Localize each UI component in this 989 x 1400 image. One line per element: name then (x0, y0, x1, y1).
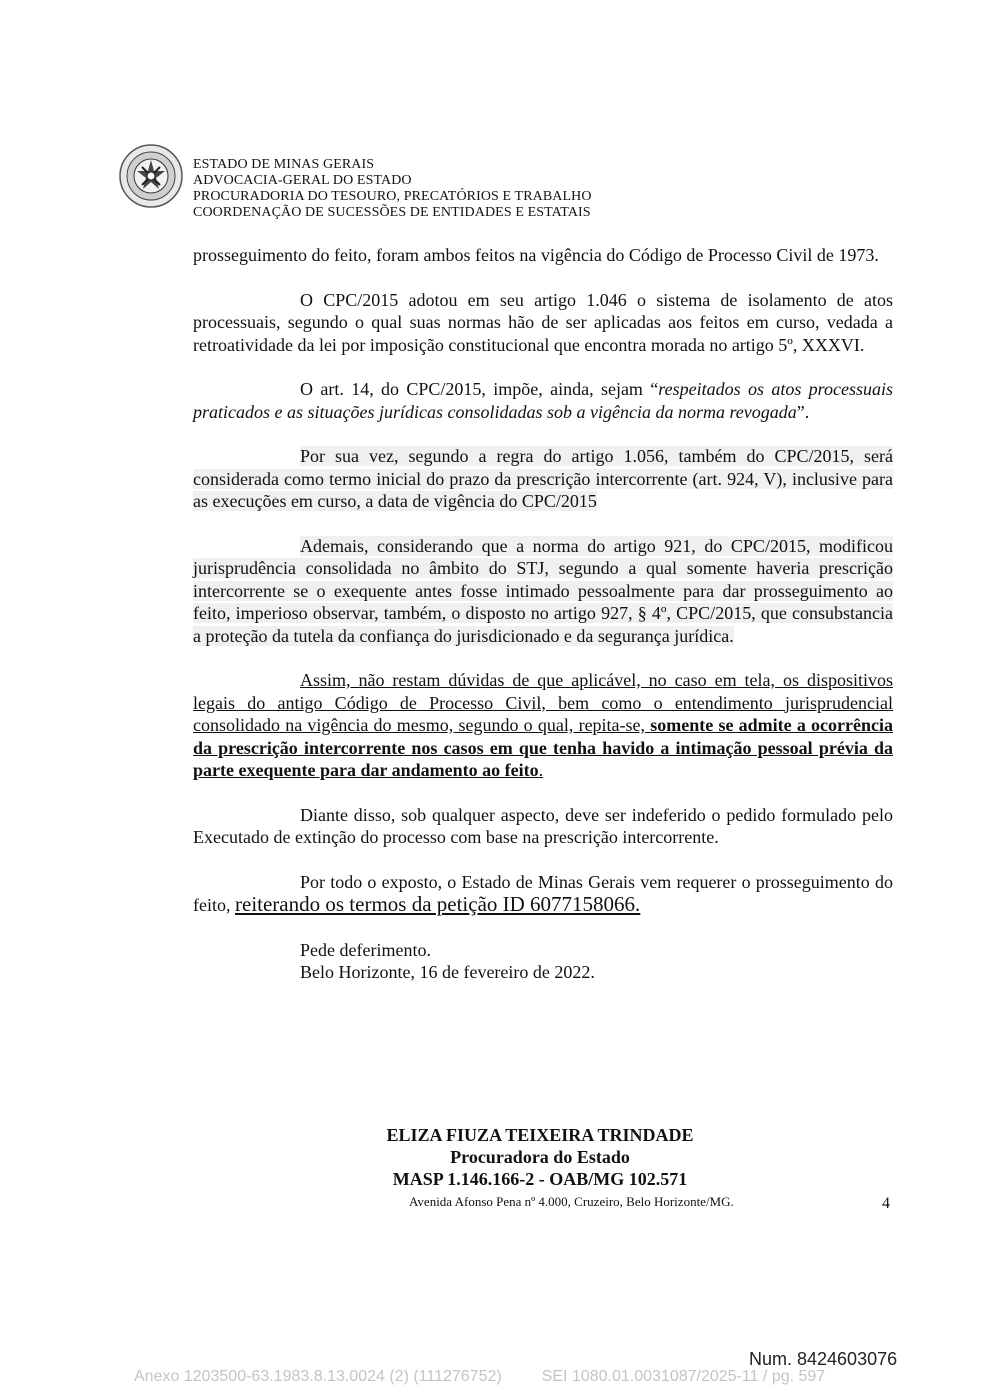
paragraph-6 (193, 669, 893, 782)
paragraph-6-emphasis: somente se admite a ocorrência da prescrição intercorrente nos casos em que tenha havido a intimação pessoal prévia da parte exequente para dar andamento ao feito (193, 715, 893, 780)
letterhead-line-4: COORDENAÇÃO DE SUCESSÕES DE ENTIDADES E ESTATAIS (193, 205, 591, 220)
footer-sei: SEI 1080.01.0031087/2025-11 / pg. 597 (541, 1368, 826, 1385)
signature-block (300, 1124, 780, 1190)
paragraph-2: O CPC/2015 adotou em seu artigo 1.046 o sistema de isolamento de atos processuais, segundo o qual suas normas hão de ser aplicadas aos feitos em curso, vedada a retroatividade da lei por imposição constitucional que encontra morada no artigo 5º, XXXVI. (193, 289, 893, 355)
letterhead (193, 157, 592, 221)
paragraph-7: Diante disso, sob qualquer aspecto, deve ser indeferido o pedido formulado pelo Executado de extinção do processo com base na prescrição intercorrente. (193, 804, 893, 847)
document-number: Num. 8424603076 (749, 1349, 898, 1369)
paragraph-5 (193, 535, 893, 648)
paragraph-3-end: ”. (796, 401, 810, 422)
paragraph-8-reference: reiterando os termos da petição ID 6077158066. (235, 892, 641, 916)
paragraph-6-end: . (538, 760, 544, 780)
paragraph-3-intro: O art. 14, do CPC/2015, impõe, ainda, sejam “ (300, 379, 659, 399)
signer-role: Procuradora do Estado (450, 1147, 630, 1167)
footer-watermark (134, 1368, 825, 1386)
document-body (193, 244, 893, 984)
closing-date: Belo Horizonte, 16 de fevereiro de 2022. (300, 962, 595, 982)
paragraph-3 (193, 378, 893, 423)
paragraph-8 (193, 871, 893, 917)
paragraph-6-intro: Assim, não restam dúvidas de que aplicável, no caso em tela, os dispositivos legais do antigo Código de Processo Civil, bem como o entendimento jurisprudencial consolidado na vigência do mesmo, segundo o qual, repita-se, (193, 670, 893, 735)
signer-name: ELIZA FIUZA TEIXEIRA TRINDADE (386, 1125, 694, 1145)
page-number: 4 (882, 1195, 890, 1212)
paragraph-1: prosseguimento do feito, foram ambos feitos na vigência do Código de Processo Civil de 1973. (193, 245, 879, 265)
paragraph-4 (193, 445, 893, 513)
footer-annex: Anexo 1203500-63.1983.8.13.0024 (2) (111276752) (134, 1368, 502, 1385)
closing-request: Pede deferimento. (300, 939, 431, 960)
letterhead-line-1: ESTADO DE MINAS GERAIS (193, 157, 375, 172)
office-address: Avenida Afonso Pena nº 4.000, Cruzeiro, Belo Horizonte/MG. (409, 1194, 734, 1209)
state-seal-icon (118, 143, 184, 209)
letterhead-line-2: ADVOCACIA-GERAL DO ESTADO (193, 173, 412, 188)
paragraph-3-quote: respeitados os atos processuais praticados e as situações jurídicas consolidadas sob a vigência da norma revogada (193, 379, 894, 422)
paragraph-8-intro: Por todo o exposto, o Estado de Minas Gerais vem requerer o prosseguimento do feito, (193, 871, 893, 915)
paragraph-5-text: Ademais, considerando que a norma do artigo 921, do CPC/2015, modificou jurisprudência consolidada no âmbito do STJ, segundo a qual somente haveria prescrição intercorrente se o exequente antes fosse intimado pessoalmente para dar prosseguimento ao feito, imperioso observar, também, o disposto no artigo 927, § 4º, CPC/2015, que consubstancia a proteção da tutela da confiança do jurisdicionado e da segurança jurídica. (193, 535, 893, 646)
letterhead-line-3: PROCURADORIA DO TESOURO, PRECATÓRIOS E TRABALHO (193, 189, 592, 204)
signer-ids: MASP 1.146.166-2 - OAB/MG 102.571 (392, 1169, 688, 1189)
paragraph-4-text: Por sua vez, segundo a regra do artigo 1.056, também do CPC/2015, será considerada como termo inicial do prazo da prescrição intercorrente (art. 924, V), inclusive para as execuções em curso, a data de vigência do CPC/2015 (193, 446, 893, 511)
closing-block (300, 939, 893, 984)
